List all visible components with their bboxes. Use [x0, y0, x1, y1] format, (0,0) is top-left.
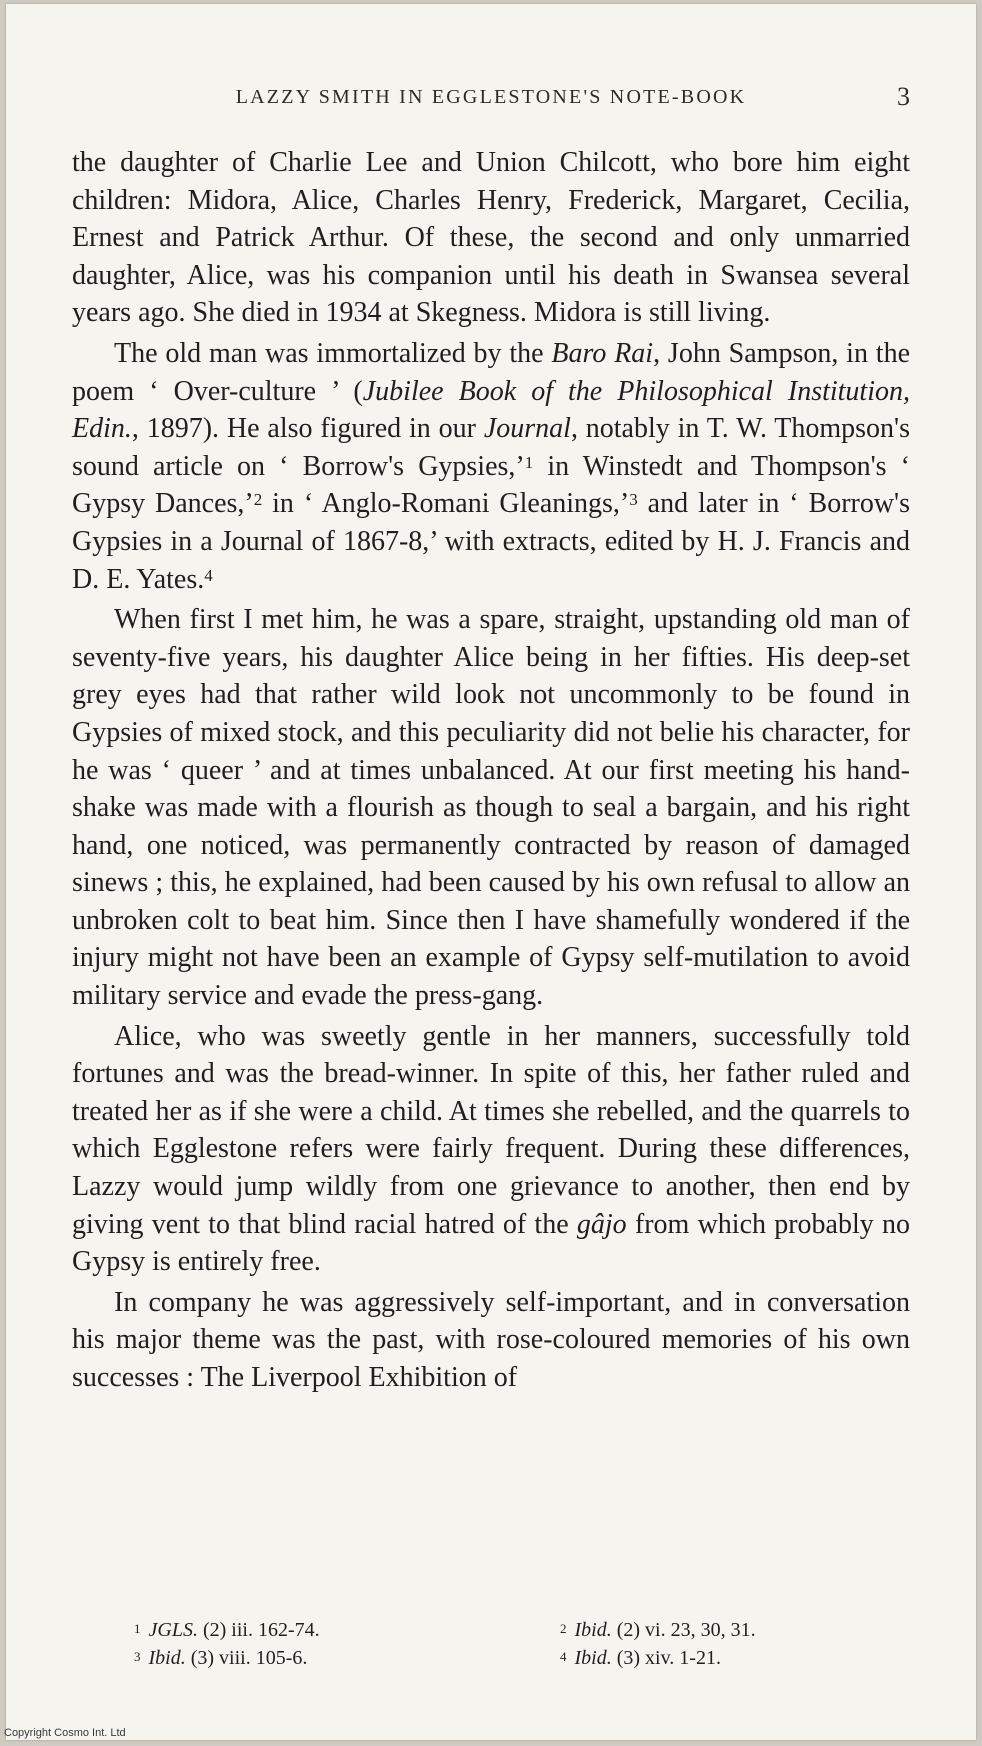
- footnote-ref: (2) vi. 23, 30, 31.: [616, 1619, 756, 1641]
- document-page: [6, 4, 976, 1740]
- footnote-1: [134, 1616, 320, 1645]
- footnote-ref-2: 2: [253, 490, 263, 510]
- footnote-source: JGLS.: [148, 1619, 198, 1641]
- text-run: , John Sampson, in the poem ‘ Over-culture ’ (: [72, 337, 910, 407]
- text-run: in Winstedt and Thompson's ‘ Gypsy Dances,’: [72, 450, 910, 520]
- text-run: , 1897). He also figured in our: [131, 413, 484, 445]
- text-run: Alice, who was sweetly gentle in her manners, successfully told fortunes and was the bread-winner. In spite of this, her father ruled and treated her as if she were a child. At times she rebelled, and the quarrels to which Egglestone refers were fairly frequent. During these differences, Lazzy would jump wildly from one grievance to another, then end by giving vent to that blind racial hatred of the: [72, 1020, 910, 1240]
- footnote-2: [560, 1616, 756, 1645]
- footnote-source: Ibid.: [148, 1647, 186, 1669]
- footnote-3: [134, 1644, 307, 1673]
- copyright-notice: Copyright Cosmo Int. Ltd: [4, 1727, 126, 1739]
- italic-journal: Journal: [483, 413, 571, 445]
- footnote-ref: (3) xiv. 1-21.: [616, 1647, 721, 1669]
- paragraph-3: When first I met him, he was a spare, straight, upstanding old man of seventy-five years, his daughter Alice being in her fifties. His deep-set grey eyes had that rather wild look not uncommonly to be found in Gypsies of mixed stock, and this peculiarity did not belie his character, for he was ‘ queer ’ and at times unbalanced. At our first meeting his hand-shake was made with a flourish as though to seal a bargain, and his right hand, one noticed, was permanently contracted by reason of damaged sinews ; this, he explained, had been caused by his own refusal to allow an unbroken colt to beat him. Since then I have shamefully wondered if the injury might not have been an example of Gypsy self-mutilation to avoid military service and evade the press-gang.: [72, 604, 910, 1012]
- page-number: 3: [897, 82, 910, 111]
- footnote-ref: (3) viii. 105-6.: [190, 1647, 308, 1669]
- italic-baro-rai: Baro Rai: [551, 337, 654, 369]
- paragraph-2: [72, 335, 910, 598]
- running-header: [72, 82, 910, 111]
- body-text: [72, 144, 910, 1397]
- italic-gajo: gâjo: [576, 1208, 627, 1240]
- text-run: in ‘ Anglo-Romani Gleanings,’: [262, 488, 630, 520]
- footnote-source: Ibid.: [574, 1619, 612, 1641]
- text-run: from which probably no Gypsy is entirely free.: [72, 1208, 911, 1278]
- footnote-ref-3: 3: [629, 490, 638, 510]
- footnote-mark: 2: [560, 1621, 567, 1636]
- footnote-4: [560, 1644, 721, 1673]
- footnote-ref: (2) iii. 162-74.: [202, 1619, 320, 1641]
- footnote-mark: 1: [134, 1621, 141, 1636]
- paragraph-1: the daughter of Charlie Lee and Union Chilcott, who bore him eight children: Midora, Alice, Charles Henry, Frederick, Margaret, Cecilia, Ernest and Patrick Arthur. Of these, the second and only unmarried daughter, Alice, was his companion until his death in Swansea several years ago. She died in 1934 at Skegness. Midora is still living.: [72, 147, 910, 329]
- paragraph-5: In company he was aggressively self-important, and in conversation his major theme was the past, with rose-coloured memories of his own successes : The Liverpool Exhibition of: [72, 1286, 910, 1393]
- footnote-mark: 3: [134, 1649, 141, 1664]
- text-run: , notably in T. W. Thompson's sound article on ‘ Borrow's Gypsies,’: [72, 413, 910, 482]
- footnote-ref-1: 1: [524, 452, 534, 472]
- running-title: LAZZY SMITH IN EGGLESTONE'S NOTE-BOOK: [235, 86, 747, 108]
- italic-jubilee-book: Jubilee Book of the Philosophical Institution, Edin.: [72, 375, 910, 445]
- footnote-mark: 4: [560, 1649, 567, 1664]
- footnote-ref-4: 4: [204, 565, 213, 585]
- text-run: The old man was immortalized by the: [114, 337, 552, 369]
- paragraph-4: [72, 1018, 910, 1281]
- footnote-source: Ibid.: [574, 1647, 612, 1669]
- text-run: and later in ‘ Borrow's Gypsies in a Journal of 1867-8,’ with extracts, edited by H. J. Francis and D. E. Yates.: [72, 488, 910, 595]
